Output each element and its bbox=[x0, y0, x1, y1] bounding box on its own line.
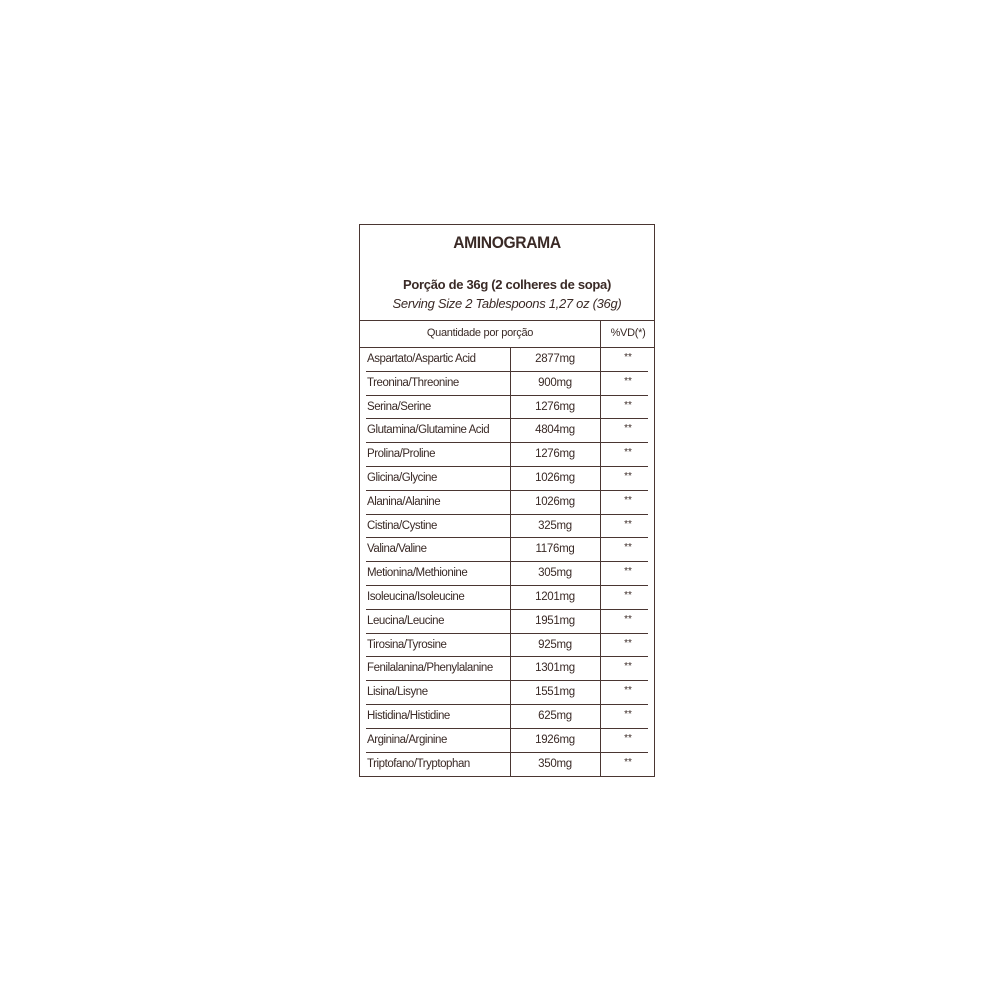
daily-value: ** bbox=[624, 613, 632, 625]
amino-acid-name: Alanina/Alanine bbox=[367, 495, 441, 508]
amino-acid-amount: 900mg bbox=[538, 376, 572, 389]
table-row bbox=[360, 562, 654, 586]
table-row bbox=[360, 586, 654, 610]
amino-acid-name: Valina/Valine bbox=[367, 543, 427, 556]
amino-acid-amount: 1026mg bbox=[535, 495, 575, 508]
amino-acid-name: Serina/Serine bbox=[367, 400, 431, 413]
daily-value: ** bbox=[624, 423, 632, 435]
amino-acid-name: Cistina/Cystine bbox=[367, 519, 437, 532]
amino-acid-name: Prolina/Proline bbox=[367, 448, 436, 461]
amino-acid-amount: 1026mg bbox=[535, 471, 575, 484]
portion-size: Porção de 36g (2 colheres de sopa) bbox=[403, 277, 611, 292]
amino-acid-amount: 1276mg bbox=[535, 448, 575, 461]
amino-acid-name: Aspartato/Aspartic Acid bbox=[367, 353, 476, 365]
daily-value: ** bbox=[624, 542, 632, 554]
table-row bbox=[360, 491, 654, 515]
amino-acid-amount: 325mg bbox=[538, 519, 572, 532]
daily-value-header: %VD(*) bbox=[610, 327, 646, 339]
amino-acid-amount: 305mg bbox=[538, 567, 572, 580]
amino-acid-name: Arginina/Arginine bbox=[367, 733, 447, 746]
table-row bbox=[360, 396, 654, 420]
amino-acid-name: Fenilalanina/Phenylalanine bbox=[367, 662, 493, 675]
amino-acid-amount: 1176mg bbox=[535, 543, 575, 556]
daily-value: ** bbox=[624, 637, 632, 649]
amino-acid-amount: 1201mg bbox=[535, 590, 575, 603]
daily-value: ** bbox=[624, 470, 632, 482]
amino-acid-name: Leucina/Leucine bbox=[367, 614, 445, 627]
table-row bbox=[360, 610, 654, 634]
table-row bbox=[360, 443, 654, 467]
daily-value: ** bbox=[624, 708, 632, 720]
daily-value: ** bbox=[624, 756, 632, 768]
table-row bbox=[360, 372, 654, 396]
amino-acid-amount: 625mg bbox=[538, 709, 572, 722]
daily-value: ** bbox=[624, 375, 632, 387]
daily-value: ** bbox=[624, 494, 632, 506]
amino-acid-name: Lisina/Lisyne bbox=[367, 686, 428, 699]
amino-acid-name: Tirosina/Tyrosine bbox=[367, 638, 447, 651]
table-header bbox=[360, 320, 654, 348]
amino-acid-name: Metionina/Methionine bbox=[367, 567, 468, 580]
amino-acid-amount: 1951mg bbox=[535, 614, 575, 627]
table-row bbox=[360, 634, 654, 658]
amino-acid-name: Glutamina/Glutamine Acid bbox=[367, 424, 490, 437]
amino-acid-name: Glicina/Glycine bbox=[367, 471, 437, 484]
daily-value: ** bbox=[624, 352, 632, 363]
amino-acid-amount: 1926mg bbox=[535, 733, 575, 746]
amino-acid-amount: 1276mg bbox=[535, 400, 575, 413]
amino-acid-amount: 2877mg bbox=[535, 353, 575, 365]
amino-acid-table bbox=[360, 348, 654, 776]
daily-value: ** bbox=[624, 399, 632, 411]
amino-acid-name: Triptofano/Tryptophan bbox=[367, 757, 470, 770]
table-row bbox=[360, 705, 654, 729]
daily-value: ** bbox=[624, 661, 632, 673]
table-row bbox=[360, 657, 654, 681]
daily-value: ** bbox=[624, 589, 632, 601]
daily-value: ** bbox=[624, 732, 632, 744]
table-row bbox=[360, 753, 654, 777]
daily-value: ** bbox=[624, 566, 632, 578]
amino-acid-name: Histidina/Histidine bbox=[367, 709, 450, 722]
amino-acid-name: Isoleucina/Isoleucine bbox=[367, 590, 465, 603]
table-row bbox=[360, 729, 654, 753]
quantity-header: Quantidade por porção bbox=[426, 327, 534, 339]
table-row bbox=[360, 681, 654, 705]
table-row bbox=[360, 467, 654, 491]
amino-acid-amount: 350mg bbox=[538, 757, 572, 770]
aminogram-label bbox=[359, 224, 655, 777]
amino-acid-amount: 925mg bbox=[538, 638, 572, 651]
table-row bbox=[360, 538, 654, 562]
table-row bbox=[360, 348, 654, 372]
label-title: AMINOGRAMA bbox=[453, 233, 561, 252]
amino-acid-amount: 1301mg bbox=[535, 662, 575, 675]
amino-acid-amount: 4804mg bbox=[535, 424, 575, 437]
amino-acid-amount: 1551mg bbox=[535, 686, 575, 699]
table-row bbox=[360, 515, 654, 539]
serving-size: Serving Size 2 Tablespoons 1,27 oz (36g) bbox=[392, 296, 622, 311]
daily-value: ** bbox=[624, 685, 632, 697]
daily-value: ** bbox=[624, 447, 632, 459]
amino-acid-name: Treonina/Threonine bbox=[367, 376, 459, 389]
table-row bbox=[360, 419, 654, 443]
daily-value: ** bbox=[624, 518, 632, 530]
